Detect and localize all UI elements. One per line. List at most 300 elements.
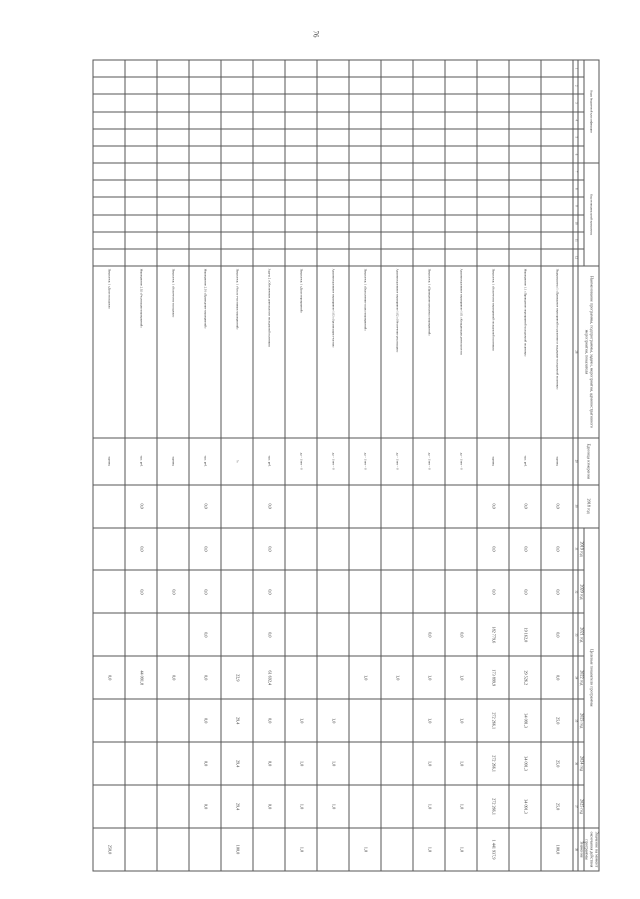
code-cell: [445, 249, 477, 266]
table-row: [189, 60, 221, 871]
program-indicators-table: [93, 60, 600, 872]
code-cell: [381, 146, 413, 163]
row-year-value: [93, 528, 125, 571]
code-cell: [349, 146, 381, 163]
row-description: Административное мероприятие 1.03 «Организация участия»: [317, 266, 349, 438]
code-cell: [285, 129, 317, 146]
row-base-value: [285, 485, 317, 528]
code-cell: [189, 129, 221, 146]
row-year-value: 0,0: [253, 570, 285, 613]
row-year-value: [125, 613, 157, 656]
code-cell: [253, 146, 285, 163]
row-year-value: 22,9: [221, 656, 253, 699]
code-number-cell: 12: [573, 249, 577, 266]
code-cell: [445, 60, 477, 77]
code-subheader-cell: [578, 77, 584, 94]
table-row: [317, 60, 349, 871]
goal-title-header: Целевые показатели программы: [584, 528, 599, 828]
goal-desc-header: Наименование программы, подпрограммы, задачи, мероприятия, административного мероприятия, показателя: [578, 266, 599, 438]
code-cell: [381, 215, 413, 232]
code-cell: [317, 232, 349, 249]
code-cell: [349, 94, 381, 111]
code-number-cell: 2: [573, 77, 577, 94]
code-cell: [541, 129, 573, 146]
row-unit: тыс. руб.: [125, 438, 157, 485]
row-description: Показатель 1 «Количество молодежи»: [157, 266, 189, 438]
row-year-value: [285, 528, 317, 571]
code-cell: [317, 129, 349, 146]
row-description: Показатель 1 «Количество мероприятий молодежной политики»: [477, 266, 509, 438]
code-cell: [221, 180, 253, 197]
row-unit: да – 1/нет – 0: [317, 438, 349, 485]
table-row: [381, 60, 413, 871]
row-year-value: 0,0: [189, 528, 221, 571]
code-cell: [221, 94, 253, 111]
row-year-value: 1,0: [285, 699, 317, 742]
row-year-value: [317, 528, 349, 571]
row-year-value: [445, 528, 477, 571]
code-cell: [509, 60, 541, 77]
code-cell: [189, 163, 221, 180]
year-header: 2021 год: [578, 613, 584, 656]
code-number-cell: 3: [573, 94, 577, 111]
row-year-value: 0,0: [253, 528, 285, 571]
row-base-value: [221, 485, 253, 528]
row-year-value: 0,0: [541, 528, 573, 571]
code-cell: [189, 60, 221, 77]
code-cell: [413, 129, 445, 146]
column-number-cell: 30: [573, 485, 577, 528]
code-cell: [509, 94, 541, 111]
code-cell: [541, 146, 573, 163]
code-cell: [157, 129, 189, 146]
code-cell: [381, 180, 413, 197]
code-subheader-cell: [578, 163, 584, 180]
row-year-value: 34 091,3: [509, 785, 541, 828]
table-row: [93, 60, 125, 871]
row-base-value: 0,0: [253, 485, 285, 528]
code-subheader-cell: [578, 249, 584, 266]
row-description: Показатель 1 «Число участников мероприятий»: [221, 266, 253, 438]
code-cell: [413, 215, 445, 232]
year-header: 2025 год: [578, 785, 584, 828]
code-cell: [381, 163, 413, 180]
row-year-value: 0,0: [157, 656, 189, 699]
code-cell: [445, 112, 477, 129]
code-cell: [317, 77, 349, 94]
code-cell: [125, 94, 157, 111]
table-row: [541, 60, 573, 871]
row-year-value: 29 526,2: [509, 656, 541, 699]
row-year-value: 25,0: [541, 699, 573, 742]
code-number-cell: 1: [573, 60, 577, 77]
row-final-value: [509, 828, 541, 871]
table-row: [125, 60, 157, 871]
row-year-value: [93, 742, 125, 785]
row-year-value: [157, 699, 189, 742]
code-cell: [509, 197, 541, 214]
row-unit: %: [221, 438, 253, 485]
code-cell: [157, 94, 189, 111]
code-cell: [157, 163, 189, 180]
code-cell: [125, 197, 157, 214]
code-number-cell: 10: [573, 215, 577, 232]
code-cell: [285, 232, 317, 249]
row-description: Показатель 1 «Доля мероприятий»: [285, 266, 317, 438]
row-year-value: [157, 613, 189, 656]
table-row: [349, 60, 381, 871]
code-cell: [541, 60, 573, 77]
code-number-cell: 7: [573, 163, 577, 180]
column-number-cell: 33: [573, 613, 577, 656]
row-year-value: [93, 613, 125, 656]
row-year-value: [317, 613, 349, 656]
row-year-value: 19 162,0: [509, 613, 541, 656]
code-cell: [253, 94, 285, 111]
code-cell: [413, 94, 445, 111]
code-cell: [125, 77, 157, 94]
row-year-value: 1,0: [285, 785, 317, 828]
table-row: [221, 60, 253, 871]
row-year-value: [349, 528, 381, 571]
code-subheader-cell: [578, 60, 584, 77]
code-cell: [541, 163, 573, 180]
year-header: 2024 год: [578, 742, 584, 785]
code-cell: [317, 197, 349, 214]
code-cell: [93, 197, 125, 214]
row-year-value: 1,0: [413, 742, 445, 785]
code-cell: [285, 146, 317, 163]
row-year-value: 0,0: [253, 785, 285, 828]
row-year-value: 1,0: [317, 699, 349, 742]
row-year-value: 1,0: [445, 656, 477, 699]
code-cell: [509, 232, 541, 249]
code-subheader-cell: [578, 197, 584, 214]
code-cell: [93, 129, 125, 146]
code-cell: [509, 77, 541, 94]
row-unit: тыс. руб.: [189, 438, 221, 485]
page-number-text: 76: [311, 30, 319, 38]
row-final-value: [157, 828, 189, 871]
row-year-value: 0,0: [189, 785, 221, 828]
row-year-value: 29,4: [221, 699, 253, 742]
row-year-value: 44 091,8: [125, 656, 157, 699]
code-number-cell: 5: [573, 129, 577, 146]
code-cell: [253, 77, 285, 94]
row-unit: единиц: [93, 438, 125, 485]
row-base-value: [413, 485, 445, 528]
row-year-value: [381, 613, 413, 656]
row-year-value: 34 091,3: [509, 742, 541, 785]
code-cell: [221, 215, 253, 232]
code-cell: [541, 215, 573, 232]
row-final-value: [381, 828, 413, 871]
code-cell: [349, 232, 381, 249]
code-cell: [285, 197, 317, 214]
code-cell: [157, 60, 189, 77]
code-cell: [157, 112, 189, 129]
code-cell: [189, 215, 221, 232]
row-description: Мероприятие 2.02 «Реализация мероприятий»: [125, 266, 157, 438]
row-year-value: 0,0: [189, 656, 221, 699]
code-cell: [317, 249, 349, 266]
row-year-value: 25,0: [541, 742, 573, 785]
code-cell: [253, 215, 285, 232]
row-year-value: 272 266,1: [477, 699, 509, 742]
code-subheader-cell: [578, 180, 584, 197]
column-number-cell: 36: [573, 742, 577, 785]
row-description: Мероприятие 1.1 «Проведение мероприятий молодежной политики»: [509, 266, 541, 438]
code-cell: [285, 112, 317, 129]
code-cell: [477, 180, 509, 197]
row-year-value: [157, 785, 189, 828]
code-cell: [125, 60, 157, 77]
code-cell: [125, 129, 157, 146]
row-year-value: [381, 699, 413, 742]
row-final-value: 250,0: [93, 828, 125, 871]
row-year-value: 272 266,1: [477, 742, 509, 785]
code-cell: [285, 77, 317, 94]
row-year-value: 1,0: [285, 742, 317, 785]
code-cell: [509, 146, 541, 163]
code-cell: [317, 146, 349, 163]
code-cell: [413, 77, 445, 94]
code-cell: [349, 129, 381, 146]
code-cell: [317, 94, 349, 111]
row-year-value: 0,0: [477, 528, 509, 571]
code-header-right: Код муниципальной программы: [584, 163, 599, 266]
code-cell: [93, 215, 125, 232]
row-year-value: [349, 742, 381, 785]
code-subheader-cell: [578, 215, 584, 232]
code-subheader-cell: [578, 232, 584, 249]
row-year-value: 0,0: [189, 699, 221, 742]
code-cell: [477, 129, 509, 146]
column-number-cell: 38: [573, 828, 577, 871]
row-year-value: [317, 570, 349, 613]
row-year-value: 173 899,9: [477, 656, 509, 699]
code-cell: [413, 60, 445, 77]
row-year-value: [445, 570, 477, 613]
code-cell: [253, 60, 285, 77]
code-cell: [349, 249, 381, 266]
code-number-cell: 9: [573, 197, 577, 214]
code-cell: [477, 60, 509, 77]
code-cell: [285, 94, 317, 111]
column-number-cell: 28: [573, 266, 577, 438]
code-cell: [93, 163, 125, 180]
code-cell: [381, 77, 413, 94]
row-year-value: [381, 742, 413, 785]
row-year-value: 0,0: [253, 742, 285, 785]
code-cell: [413, 163, 445, 180]
row-year-value: 0,0: [189, 613, 221, 656]
code-cell: [381, 112, 413, 129]
code-cell: [189, 146, 221, 163]
row-year-value: 29,4: [221, 742, 253, 785]
code-cell: [253, 180, 285, 197]
row-base-value: 0,0: [509, 485, 541, 528]
row-year-value: 0,0: [125, 528, 157, 571]
row-year-value: 29,4: [221, 785, 253, 828]
row-year-value: 0,0: [125, 570, 157, 613]
code-cell: [477, 94, 509, 111]
row-unit: единиц: [541, 438, 573, 485]
code-cell: [413, 180, 445, 197]
row-base-value: 0,0: [125, 485, 157, 528]
row-base-value: 0,0: [477, 485, 509, 528]
page-number: [306, 22, 324, 46]
code-cell: [157, 77, 189, 94]
row-year-value: 0,0: [445, 613, 477, 656]
code-cell: [509, 215, 541, 232]
header-row: [584, 60, 599, 871]
code-cell: [413, 249, 445, 266]
row-description: Задача 2 «Обеспечение деятельности молодежной политики»: [253, 266, 285, 438]
row-year-value: 1,0: [349, 656, 381, 699]
code-cell: [381, 60, 413, 77]
year-header: 2020 год: [578, 570, 584, 613]
row-year-value: 1,0: [413, 699, 445, 742]
code-cell: [221, 163, 253, 180]
code-cell: [541, 112, 573, 129]
code-cell: [317, 215, 349, 232]
row-base-value: 0,0: [189, 485, 221, 528]
row-year-value: 0,0: [157, 570, 189, 613]
row-final-value: 1,0: [349, 828, 381, 871]
code-cell: [221, 249, 253, 266]
row-year-value: [221, 613, 253, 656]
row-year-value: [285, 613, 317, 656]
code-cell: [93, 77, 125, 94]
code-number-cell: 11: [573, 232, 577, 249]
row-year-value: 0,0: [541, 613, 573, 656]
code-cell: [93, 232, 125, 249]
row-year-value: 1,0: [445, 785, 477, 828]
code-cell: [317, 60, 349, 77]
unit-header: Единица измерения: [578, 438, 599, 485]
row-year-value: 0,0: [477, 570, 509, 613]
code-cell: [413, 112, 445, 129]
final-header: Значение на момент окончания действия программы: [584, 828, 599, 871]
column-number-row: [573, 60, 577, 871]
code-cell: [93, 146, 125, 163]
code-cell: [93, 180, 125, 197]
column-number-cell: 32: [573, 570, 577, 613]
code-cell: [413, 146, 445, 163]
code-cell: [189, 94, 221, 111]
code-cell: [253, 163, 285, 180]
code-cell: [541, 77, 573, 94]
row-year-value: [125, 785, 157, 828]
code-cell: [541, 180, 573, 197]
row-unit: да – 1/нет – 0: [445, 438, 477, 485]
code-cell: [157, 249, 189, 266]
row-description: Административное мероприятие 1.02 «Обеспечение реализации»: [381, 266, 413, 438]
row-year-value: 0,0: [509, 570, 541, 613]
code-cell: [477, 215, 509, 232]
row-year-value: [221, 570, 253, 613]
code-cell: [381, 249, 413, 266]
code-cell: [445, 180, 477, 197]
row-year-value: 34 091,3: [509, 699, 541, 742]
row-base-value: [445, 485, 477, 528]
code-cell: [477, 146, 509, 163]
code-cell: [317, 180, 349, 197]
code-cell: [93, 60, 125, 77]
row-description: Административное мероприятие 1.01 «Координация деятельности»: [445, 266, 477, 438]
code-cell: [381, 232, 413, 249]
code-cell: [285, 60, 317, 77]
code-cell: [157, 232, 189, 249]
code-cell: [157, 146, 189, 163]
code-cell: [253, 112, 285, 129]
row-year-value: 0,0: [541, 570, 573, 613]
code-cell: [221, 146, 253, 163]
code-cell: [413, 197, 445, 214]
code-cell: [349, 197, 381, 214]
row-final-value: 100,0: [541, 828, 573, 871]
row-year-value: [381, 785, 413, 828]
row-year-value: [93, 570, 125, 613]
row-year-value: 0,0: [541, 656, 573, 699]
row-year-value: [381, 528, 413, 571]
code-cell: [157, 197, 189, 214]
code-cell: [285, 163, 317, 180]
row-year-value: 1,0: [413, 785, 445, 828]
row-unit: да – 1/нет – 0: [285, 438, 317, 485]
row-final-value: 100,0: [221, 828, 253, 871]
table-row: [157, 60, 189, 871]
year-header: 2023 год: [578, 699, 584, 742]
row-year-value: 272 266,1: [477, 785, 509, 828]
row-base-value: [317, 485, 349, 528]
code-cell: [253, 249, 285, 266]
code-cell: [445, 146, 477, 163]
row-year-value: [413, 528, 445, 571]
row-final-value: [253, 828, 285, 871]
table-row: [477, 60, 509, 871]
row-final-value: 1,0: [413, 828, 445, 871]
row-year-value: 61 692,4: [253, 656, 285, 699]
column-number-cell: 29: [573, 438, 577, 485]
table-row: [509, 60, 541, 871]
row-description: Показатель 1 «Доля молодежи»: [93, 266, 125, 438]
row-year-value: 0,0: [189, 742, 221, 785]
code-number-cell: 6: [573, 146, 577, 163]
row-unit: тыс. руб.: [253, 438, 285, 485]
code-cell: [125, 112, 157, 129]
code-cell: [253, 232, 285, 249]
row-year-value: 182 779,6: [477, 613, 509, 656]
code-cell: [349, 215, 381, 232]
row-year-value: 1,0: [413, 656, 445, 699]
table-row: [413, 60, 445, 871]
row-final-value: 1,0: [285, 828, 317, 871]
row-unit: тыс. руб.: [509, 438, 541, 485]
row-base-value: [93, 485, 125, 528]
code-cell: [541, 94, 573, 111]
row-year-value: 0,0: [93, 656, 125, 699]
code-cell: [381, 129, 413, 146]
row-year-value: [285, 656, 317, 699]
code-subheader-cell: [578, 146, 584, 163]
code-cell: [221, 60, 253, 77]
code-cell: [189, 112, 221, 129]
rotated-table: [93, 60, 600, 872]
code-cell: [509, 249, 541, 266]
row-year-value: [125, 699, 157, 742]
